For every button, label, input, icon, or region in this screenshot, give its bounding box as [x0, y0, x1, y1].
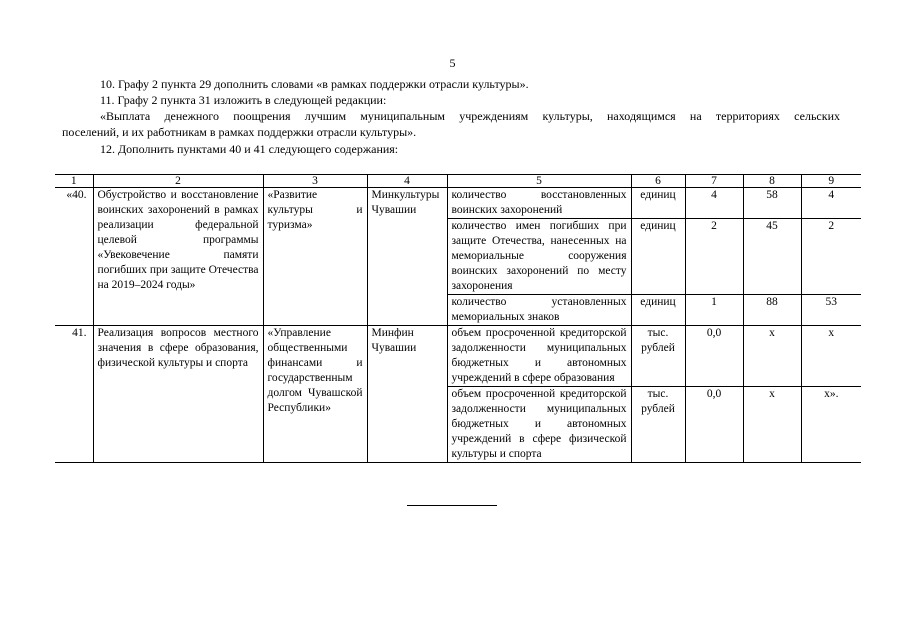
- row-41-indicator-1: объем просроченной кредиторской задолженности муниципальных бюджетных и автономных учреждений в сфере образования: [447, 326, 631, 387]
- header-col-2: 2: [93, 175, 263, 188]
- row-41-value-8-2: х: [743, 387, 801, 463]
- end-divider-line: [407, 505, 497, 506]
- row-41-value-8-1: х: [743, 326, 801, 387]
- row-40-name: Обустройство и восстановление воинских захоронений в рамках реализации федеральной целевой программы «Увековечение памяти погибших при защите Отечества на 2019–2024 годы»: [93, 188, 263, 326]
- paragraph-11-quote-line1: «Выплата денежного поощрения лучшим муниципальным учреждениям культуры, находящимся на территориях сельских: [100, 109, 840, 123]
- row-40-program: «Развитие культуры и туризма»: [263, 188, 367, 326]
- row-41-number: 41.: [55, 326, 93, 463]
- row-40-value-7-2: 2: [685, 219, 743, 295]
- row-41-unit-1: тыс. рублей: [631, 326, 685, 387]
- header-col-1: 1: [55, 175, 93, 188]
- row-41-executor: Минфин Чувашии: [367, 326, 447, 463]
- row-41-value-7-1: 0,0: [685, 326, 743, 387]
- row-40-unit-1: единиц: [631, 188, 685, 219]
- row-40-value-7-3: 1: [685, 295, 743, 326]
- row-40-value-7-1: 4: [685, 188, 743, 219]
- row-40-executor: Минкультуры Чувашии: [367, 188, 447, 326]
- row-40-value-9-3: 53: [801, 295, 861, 326]
- header-col-7: 7: [685, 175, 743, 188]
- row-41-program: «Управление общественными финансами и государственным долгом Чувашской Республики»: [263, 326, 367, 463]
- header-col-5: 5: [447, 175, 631, 188]
- header-col-4: 4: [367, 175, 447, 188]
- row-40-value-9-1: 4: [801, 188, 861, 219]
- paragraph-10: 10. Графу 2 пункта 29 дополнить словами «в рамках поддержки отрасли культуры».: [100, 77, 529, 91]
- paragraph-11: 11. Графу 2 пункта 31 изложить в следующей редакции:: [100, 93, 387, 107]
- table-header-row: [55, 175, 861, 188]
- row-41-value-9-1: х: [801, 326, 861, 387]
- table-row: [55, 188, 861, 219]
- row-41-indicator-2: объем просроченной кредиторской задолженности муниципальных бюджетных и автономных учреждений в сфере физической культуры и спорта: [447, 387, 631, 463]
- row-41-value-7-2: 0,0: [685, 387, 743, 463]
- header-col-3: 3: [263, 175, 367, 188]
- row-41-value-9-2: х».: [801, 387, 861, 463]
- paragraph-11-quote-line2: поселений, и их работникам в рамках поддержки отрасли культуры».: [62, 125, 417, 139]
- row-40-value-9-2: 2: [801, 219, 861, 295]
- row-40-indicator-2: количество имен погибших при защите Отечества, нанесенных на мемориальные сооружения воинских захоронений по месту захоронения: [447, 219, 631, 295]
- row-40-unit-2: единиц: [631, 219, 685, 295]
- paragraph-12: 12. Дополнить пунктами 40 и 41 следующего содержания:: [100, 142, 399, 156]
- header-col-6: 6: [631, 175, 685, 188]
- header-col-9: 9: [801, 175, 861, 188]
- row-40-unit-3: единиц: [631, 295, 685, 326]
- table-row: [55, 326, 861, 387]
- row-40-value-8-1: 58: [743, 188, 801, 219]
- indicators-table: [55, 174, 861, 463]
- header-col-8: 8: [743, 175, 801, 188]
- row-41-unit-2: тыс. рублей: [631, 387, 685, 463]
- row-40-value-8-3: 88: [743, 295, 801, 326]
- row-40-indicator-1: количество восстановленных воинских захоронений: [447, 188, 631, 219]
- row-40-value-8-2: 45: [743, 219, 801, 295]
- row-40-number: «40.: [55, 188, 93, 326]
- row-40-indicator-3: количество установленных мемориальных знаков: [447, 295, 631, 326]
- row-41-name: Реализация вопросов местного значения в сфере образования, физической культуры и спорта: [93, 326, 263, 463]
- page-number: 5: [449, 56, 456, 70]
